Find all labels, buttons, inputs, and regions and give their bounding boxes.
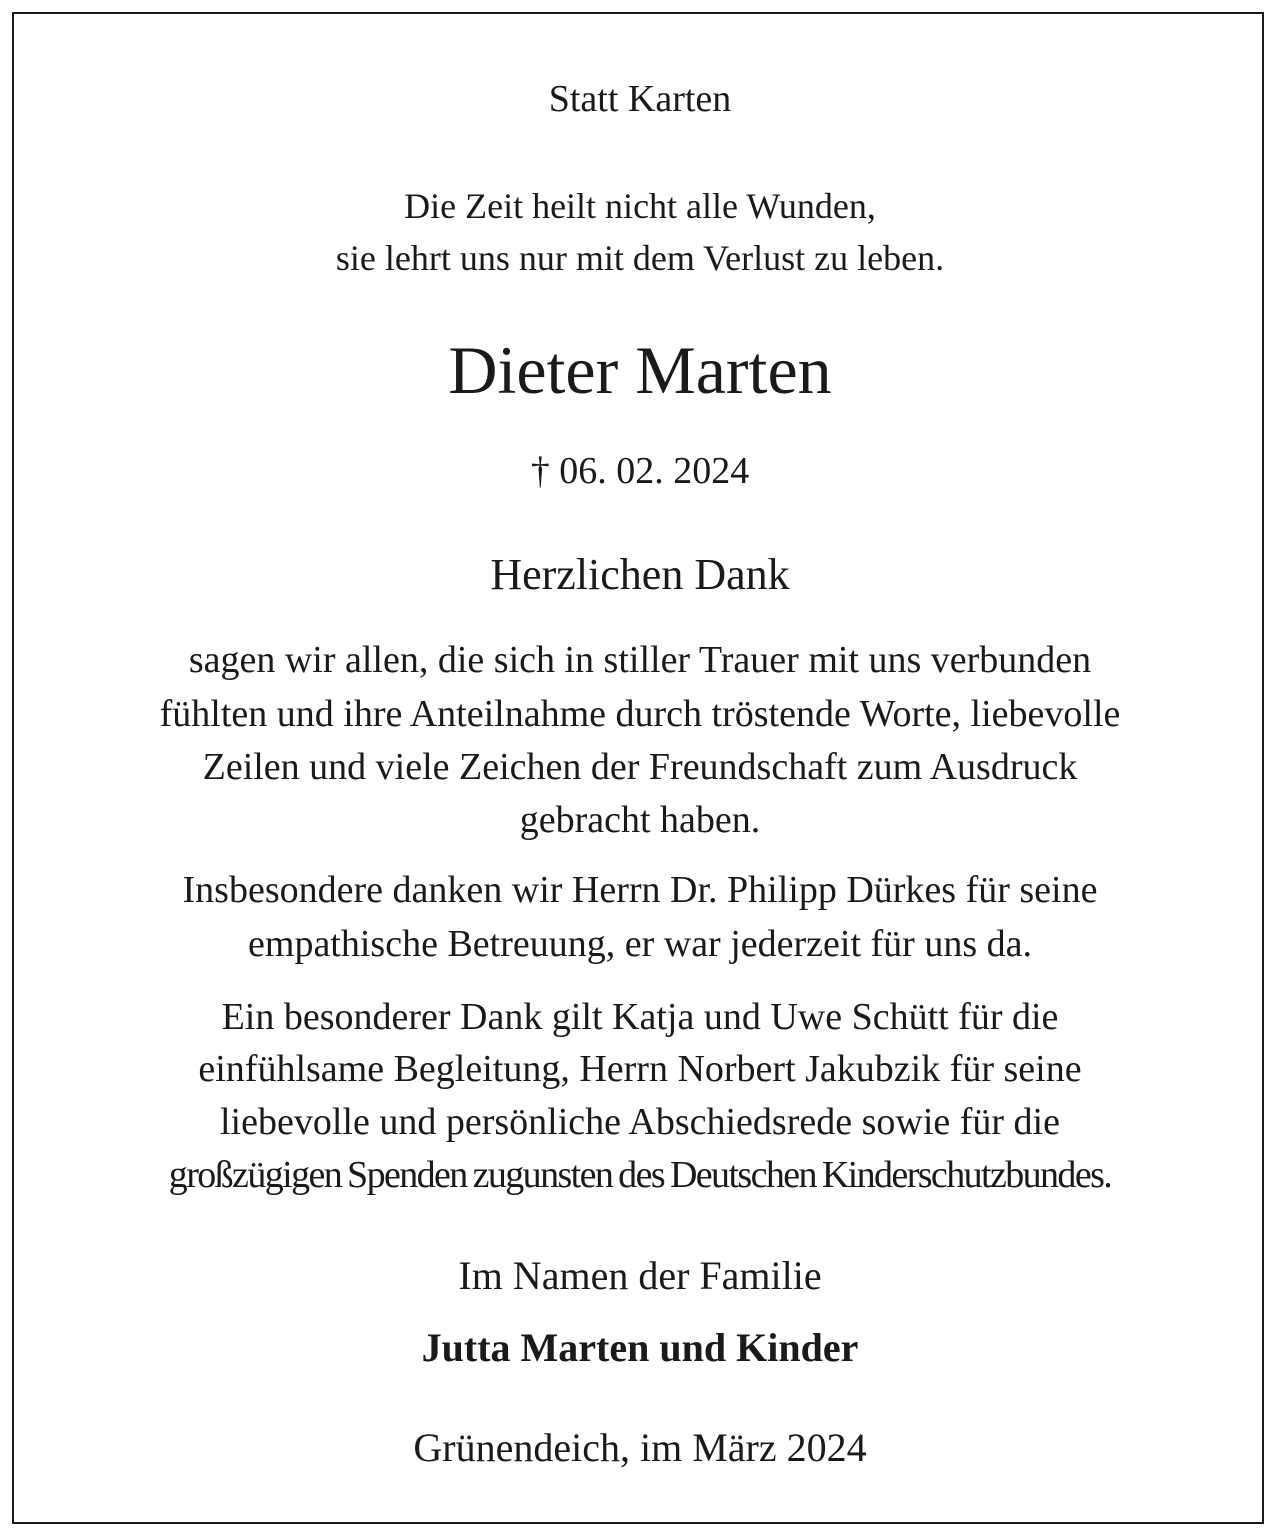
paragraph-1-line: sagen wir allen, die sich in stiller Trauer mit uns verbunden	[188, 639, 1092, 681]
place-and-date: Grünendeich, im März 2024	[413, 1425, 867, 1470]
paragraph-3-line: einfühlsame Begleitung, Herrn Norbert Jakubzik für seine	[198, 1048, 1082, 1090]
paragraph-3-line: großzügigen Spenden zugunsten des Deutschen Kinderschutzbundes.	[168, 1154, 1112, 1196]
paragraph-1-line: gebracht haben.	[519, 799, 761, 841]
paragraph-1-line: fühlten und ihre Anteilnahme durch tröstende Worte, liebevolle	[159, 693, 1121, 735]
death-date: † 06. 02. 2024	[530, 450, 750, 492]
paragraph-2-line: empathische Betreuung, er war jederzeit für uns da.	[248, 923, 1032, 965]
deceased-name: Dieter Marten	[448, 332, 832, 408]
thanks-heading: Herzlichen Dank	[490, 550, 790, 599]
paragraph-3-line: liebevolle und persönliche Abschiedsrede sowie für die	[220, 1101, 1060, 1143]
paragraph-1-line: Zeilen und viele Zeichen der Freundschaft zum Ausdruck	[202, 746, 1078, 788]
motto-line-1: Die Zeit heilt nicht alle Wunden,	[404, 186, 876, 226]
motto-line-2: sie lehrt uns nur mit dem Verlust zu leben.	[335, 238, 945, 278]
paragraph-2-line: Insbesondere danken wir Herrn Dr. Philipp Dürkes für seine	[182, 869, 1098, 911]
signature-intro: Im Namen der Familie	[458, 1253, 822, 1298]
signature-names: Jutta Marten und Kinder	[421, 1325, 859, 1370]
statt-karten-label: Statt Karten	[548, 78, 732, 120]
paragraph-3-line: Ein besonderer Dank gilt Katja und Uwe Schütt für die	[221, 996, 1059, 1038]
